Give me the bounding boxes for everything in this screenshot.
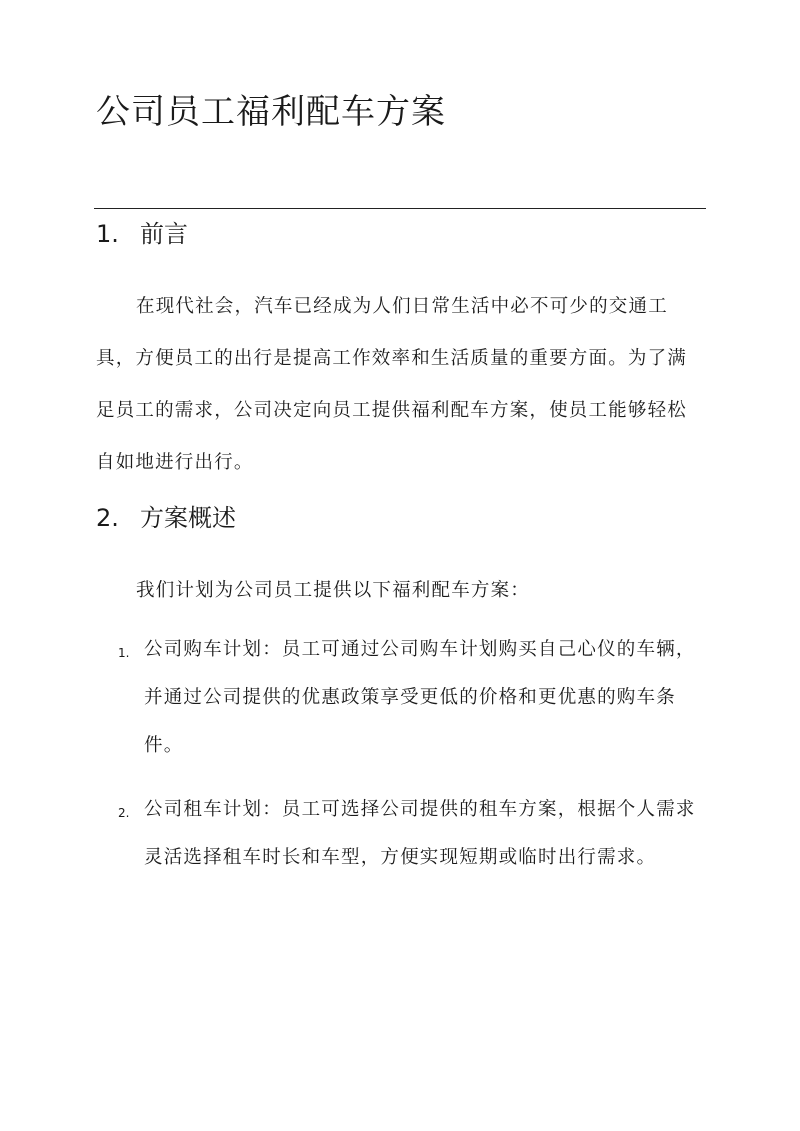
section-heading-overview xyxy=(96,504,236,533)
section-title: 方案概述 xyxy=(140,504,236,532)
numbered-list xyxy=(96,626,706,770)
section-number: 1. xyxy=(96,220,119,248)
section-heading-preface xyxy=(96,220,188,249)
section-title: 前言 xyxy=(140,220,188,248)
section-number: 2. xyxy=(96,504,119,532)
list-item-text: 公司购车计划：员工可通过公司购车计划购买自己心仪的车辆，并通过公司提供的优惠政策享受更低的价格和更优惠的购车条件。 xyxy=(144,639,696,756)
section-paragraph: 我们计划为公司员工提供以下福利配车方案： xyxy=(136,580,531,601)
list-marker: 2. xyxy=(118,806,130,820)
list-marker: 1. xyxy=(118,646,130,660)
list-item xyxy=(96,786,706,882)
document-title: 公司员工福利配车方案 xyxy=(96,92,446,132)
list-item xyxy=(96,626,706,770)
numbered-list xyxy=(96,786,706,882)
title-divider xyxy=(94,208,706,209)
list-item-text: 公司租车计划：员工可选择公司提供的租车方案，根据个人需求灵活选择租车时长和车型，方便实现短期或临时出行需求。 xyxy=(144,799,696,868)
section-paragraph: 在现代社会，汽车已经成为人们日常生活中必不可少的交通工具，方便员工的出行是提高工作效率和生活质量的重要方面。为了满足员工的需求，公司决定向员工提供福利配车方案，使员工能够轻松自如地进行出行。 xyxy=(96,296,688,473)
